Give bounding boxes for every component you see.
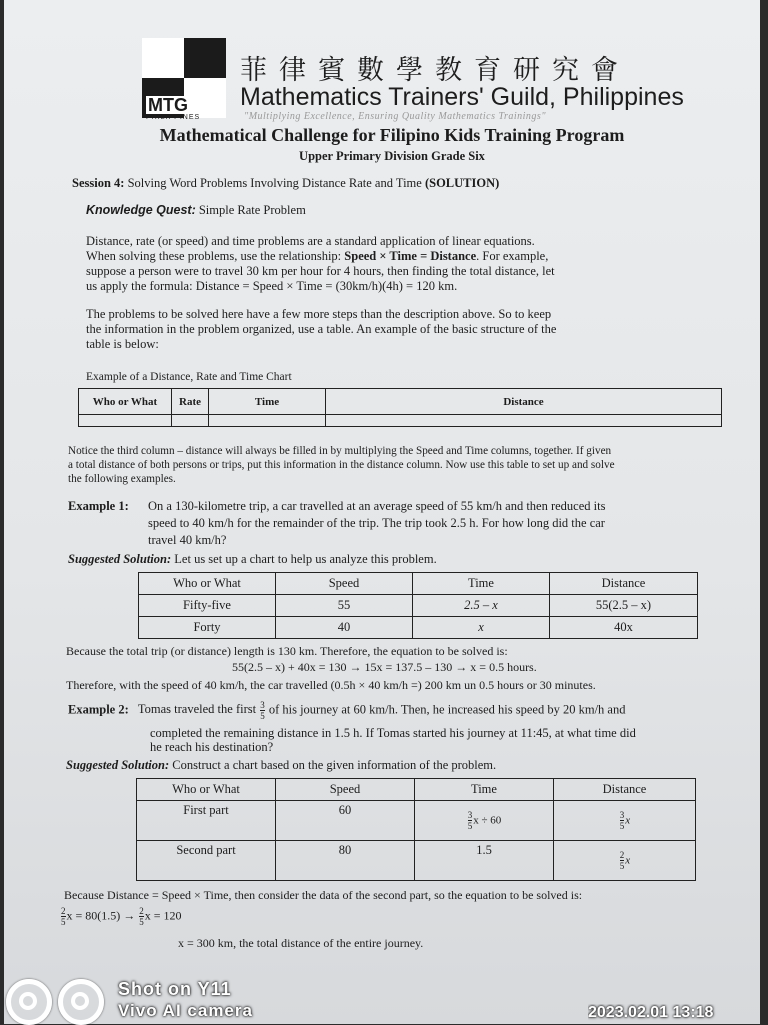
fraction-numerator: 3 — [619, 810, 625, 820]
example2-problem — [150, 726, 636, 754]
table-header-cell: Who or What — [139, 573, 276, 595]
example2-table — [136, 778, 696, 881]
table-row — [139, 617, 698, 639]
vivo-ring-icon — [6, 979, 52, 1025]
table-header-cell: Time — [415, 779, 554, 801]
equation-text: x = 80(1.5) → — [66, 908, 136, 923]
example2-final: x = 300 km, the total distance of the entire journey. — [178, 936, 424, 950]
fraction-denominator: 5 — [61, 917, 66, 927]
mtg-logo — [142, 38, 226, 121]
table-header-cell: Distance — [326, 389, 722, 415]
fraction — [139, 906, 144, 927]
intro-text: . For example, — [476, 249, 549, 263]
chinese-name: 菲律賓數學教育研究會 — [240, 55, 630, 86]
fraction-denominator: 5 — [619, 861, 625, 871]
fraction-denominator: 5 — [467, 821, 473, 831]
division-title: Upper Primary Division Grade Six — [299, 149, 485, 163]
problem-line: travel 40 km/h? — [148, 533, 227, 547]
vivo-ring-icon — [58, 979, 104, 1025]
camera-watermark — [0, 975, 768, 1024]
session-line — [72, 176, 499, 191]
table-cell — [415, 801, 554, 841]
camera-text: Vivo AI camera — [118, 1001, 253, 1020]
notice-line: the following examples. — [68, 473, 176, 485]
problem-line: he reach his destination? — [150, 740, 274, 754]
session-label: Session 4: — [72, 176, 125, 190]
table-header-cell: Speed — [276, 779, 415, 801]
table-header-cell: Rate — [172, 389, 209, 415]
fraction — [620, 810, 625, 831]
table-cell: 40 — [276, 617, 413, 639]
cell-text: x — [625, 854, 631, 867]
example-label: Example 2: — [68, 702, 129, 717]
intro2-line: table is below: — [86, 337, 159, 351]
table-header-row — [79, 389, 722, 415]
kq-title: Simple Rate Problem — [198, 203, 306, 217]
shot-on-text: Shot on Y11 — [118, 979, 232, 999]
example1-equation: 55(2.5 – x) + 40x = 130 → 15x = 137.5 – 130 → x = 0.5 hours. — [232, 660, 537, 674]
fraction-denominator: 5 — [139, 917, 144, 927]
problem-line: On a 130-kilometre trip, a car travelled at an average speed of 55 km/h and then reduced its — [148, 499, 606, 513]
fraction — [468, 810, 473, 831]
example1-after2: Therefore, with the speed of 40 km/h, the car travelled (0.5h × 40 km/h =) 200 km un 0.5 hours or 30 minutes. — [66, 678, 596, 692]
example2-suggested — [66, 758, 496, 773]
table-cell: 60 — [276, 801, 415, 841]
fraction-numerator: 2 — [139, 906, 144, 916]
table-row — [137, 841, 696, 881]
fraction-numerator: 2 — [61, 906, 66, 916]
fraction-numerator: 3 — [260, 700, 265, 710]
table-cell — [554, 801, 696, 841]
table-row — [139, 595, 698, 617]
example1-suggested — [68, 552, 437, 567]
intro2-line: The problems to be solved here have a few more steps than the description above. So to keep — [86, 307, 552, 321]
intro-paragraph — [86, 234, 555, 294]
table-cell: 1.5 — [415, 841, 554, 881]
example2-line1 — [68, 700, 625, 721]
example2-after1: Because Distance = Speed × Time, then consider the data of the second part, so the equation to be solved is: — [64, 888, 583, 902]
timestamp-text: 2023.02.01 13:18 — [588, 1004, 714, 1021]
table-cell — [554, 841, 696, 881]
table-header-cell: Who or What — [137, 779, 276, 801]
table-header-cell: Speed — [276, 573, 413, 595]
notice-line: Notice the third column – distance will always be filled in by multiplying the Speed and Time columns, together. If given — [68, 445, 612, 457]
example-label: Example 1: — [68, 499, 129, 513]
fraction-numerator: 3 — [467, 810, 473, 820]
table-row — [137, 801, 696, 841]
suggested-text: Construct a chart based on the given information of the problem. — [172, 758, 497, 772]
problem-line: completed the remaining distance in 1.5 h. If Tomas started his journey at 11:45, at what time did — [150, 726, 636, 740]
notice-line: a total distance of both persons or trips, put this information in the distance column. Now use this table to set up and solve — [68, 459, 615, 471]
intro2-paragraph — [86, 307, 556, 352]
example2-equation — [60, 906, 182, 927]
fraction — [620, 850, 625, 871]
example1-after1: Because the total trip (or distance) length is 130 km. Therefore, the equation to be solved is: — [66, 644, 508, 658]
table-header-row — [139, 573, 698, 595]
cell-text: x ÷ 60 — [473, 814, 502, 827]
motto: "Multiplying Excellence, Ensuring Quality Mathematics Trainings" — [244, 111, 547, 122]
table-cell: x — [413, 617, 550, 639]
table-header-cell: Time — [413, 573, 550, 595]
table-header-cell: Distance — [550, 573, 698, 595]
intro-text: When solving these problems, use the relationship: — [86, 249, 342, 263]
table-header-cell: Time — [209, 389, 326, 415]
table-cell: 55(2.5 – x) — [550, 595, 698, 617]
intro2-line: the information in the problem organized, use a table. An example of the basic structure of the — [86, 322, 557, 336]
fraction-denominator: 5 — [260, 711, 265, 721]
problem-text: Tomas traveled the first — [137, 702, 257, 717]
solution-tag: (SOLUTION) — [424, 176, 500, 190]
logo-subtext: PHILIPPINES — [146, 114, 201, 121]
example1-table — [138, 572, 698, 639]
suggested-label: Suggested Solution: — [66, 758, 170, 772]
notice-paragraph — [68, 444, 615, 486]
table-cell: Fifty-five — [139, 595, 276, 617]
intro-line — [86, 249, 555, 264]
chart-caption: Example of a Distance, Rate and Time Chart — [86, 371, 292, 383]
logo-text: MTG — [148, 95, 188, 115]
table-cell: Second part — [137, 841, 276, 881]
guild-name: Mathematics Trainers' Guild, Philippines — [240, 83, 684, 111]
fraction — [260, 700, 265, 721]
knowledge-quest-line — [86, 203, 306, 218]
problem-line: speed to 40 km/h for the remainder of the trip. The trip took 2.5 h. For how long did the car — [148, 516, 605, 530]
table-row — [79, 415, 722, 427]
logo-square-top — [142, 38, 184, 78]
example1-label — [68, 498, 129, 514]
table-cell: 2.5 – x — [413, 595, 550, 617]
program-title: Mathematical Challenge for Filipino Kids Training Program — [159, 125, 625, 145]
suggested-text: Let us set up a chart to help us analyze this problem. — [174, 552, 437, 566]
intro-line: Distance, rate (or speed) and time problems are a standard application of linear equations. — [86, 234, 535, 248]
table-header-cell: Who or What — [79, 389, 172, 415]
intro-line: us apply the formula: Distance = Speed × Time = (30km/h)(4h) = 120 km. — [86, 279, 458, 293]
equation-text: x = 120 — [144, 908, 182, 923]
table-cell — [209, 415, 326, 427]
table-header-row — [137, 779, 696, 801]
cell-text: x — [625, 814, 631, 827]
document-page — [4, 0, 760, 1024]
fraction-numerator: 2 — [619, 850, 625, 860]
example-chart-table — [78, 388, 722, 427]
suggested-label: Suggested Solution: — [68, 552, 172, 566]
table-cell: Forty — [139, 617, 276, 639]
problem-text: of his journey at 60 km/h. Then, he increased his speed by 20 km/h and — [268, 702, 626, 717]
table-cell: First part — [137, 801, 276, 841]
example1-problem — [148, 498, 728, 549]
table-cell — [326, 415, 722, 427]
table-cell: 40x — [550, 617, 698, 639]
fraction — [61, 906, 66, 927]
table-header-cell: Distance — [554, 779, 696, 801]
table-cell — [172, 415, 209, 427]
table-cell — [79, 415, 172, 427]
intro-line: suppose a person were to travel 30 km per hour for 4 hours, then finding the total distance, let — [86, 264, 555, 278]
fraction-denominator: 5 — [619, 821, 625, 831]
table-cell: 80 — [276, 841, 415, 881]
kq-label: Knowledge Quest: — [86, 203, 196, 217]
table-cell: 55 — [276, 595, 413, 617]
logo-square-bottom — [184, 78, 226, 118]
formula-text: Speed × Time = Distance — [344, 249, 477, 263]
session-title: Solving Word Problems Involving Distance Rate and Time — [127, 176, 422, 190]
